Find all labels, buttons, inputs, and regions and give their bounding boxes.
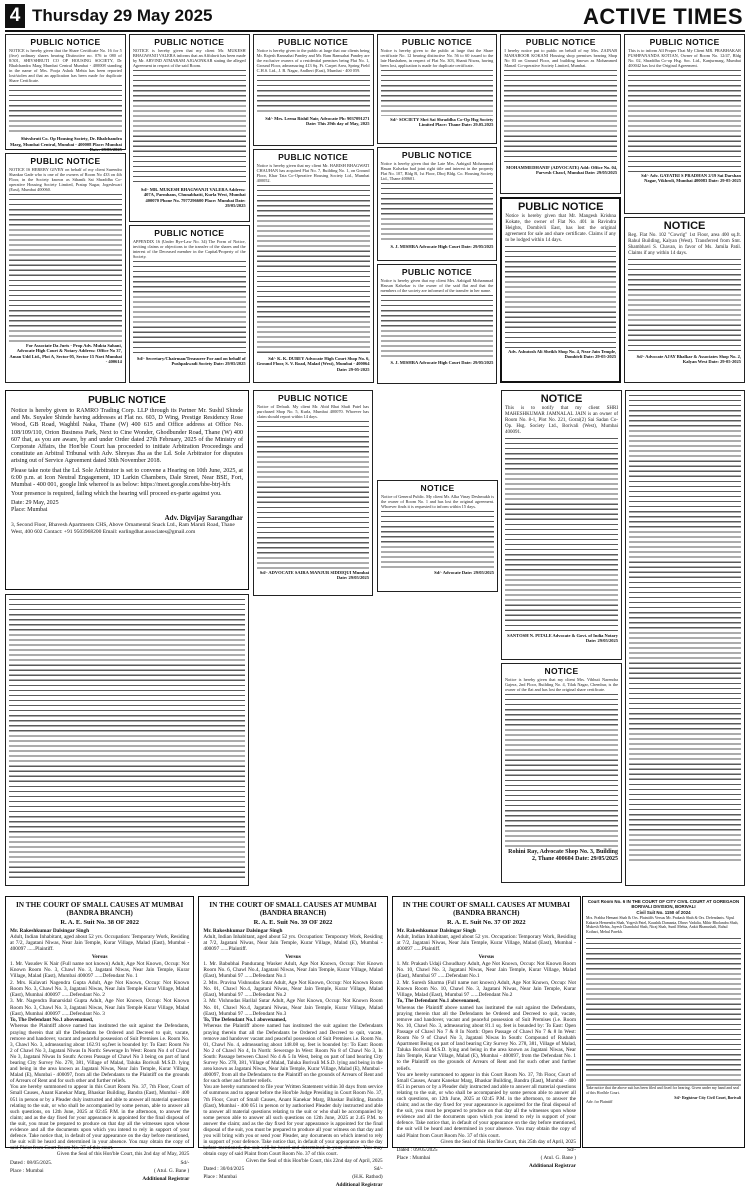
addressee: To, The Defendant No.1 abovenamed,	[10, 1017, 94, 1024]
notice-warning: Your presence is required, failing which the hearing will proceed ex-parte against you.	[11, 491, 222, 498]
notice-text-block	[133, 259, 246, 355]
notice-signature: Sd/- SOCIETY Shri Sai Shraddha Co-Op Hsg Society Limited Place: Thane Date: 29.05.2025	[390, 117, 494, 128]
addressee: To, The Defendant No.1 abovenamed,	[203, 1017, 287, 1024]
notice-body: Notice is hereby given to RAMRO Trading Corp. LLP through its Partner Mr. Sushil Shinde and Ms. Suyalee Shinde having addresses at Flat no. 603, D Wing, Prestige Residency Rose Wood, GB Road, Waghbil Naka, Thane (W) 400 615 and Office address at Office No. 108/109/110, Orion Business Park, Next to Cine Wonder, Ghodbunder Road, Thane (W) 400 607 that, as you are aware, by and under Order dated 27th February, 2025 of the Ministry of Corporate Affairs, the Hon'ble Court has proceeded to initiate Arbitration Proceedings and constitute an Arbitral Tribunal with Adv. Shreyas Jha as the Ld. Sole Arbitrator for disputes arising out of Service Agreement dated 30th November 2018.	[11, 408, 243, 465]
public-notice	[5, 594, 249, 886]
notice-text-block	[9, 192, 122, 342]
public-notice	[129, 225, 250, 383]
notice-signature: Sd/- MR. MUKESH BHAGWANJI VALERA Address: 407A, Parmhans, Chunabhatti, Kurla West, Mumbai 400070 Phone No. 7977296600 Place: Mumbai Date: 29/05/2025	[140, 187, 246, 208]
notice-title: NOTICE	[544, 666, 579, 676]
column-5-lower	[501, 390, 622, 890]
notice-signature: Adv. Ashutosh Ali Sheikh Shop No. 4, Near Jain Temple, Dombivli Date: 29-05-2025	[508, 349, 617, 360]
public-notice	[501, 390, 622, 660]
notice-text-block	[257, 419, 369, 569]
summons-body-2: You are hereby summoned to file your Written Statement within 30 days from service of summons and to appear before the Hon'ble Judge Presiding in Court Room No. 37, 7th Floor, Court of Small Causes, Anant Kanekar Marg, Bhaskar Building, Bandra (East), Mumbai - 400 051 in person or by authorised Pleader duly instructed and able to answer all material questions relating to the suit or who shall be accompanied by some person able to answer all such questions on 12th June, 2025 at 2.45 P.M. to answer the claim; and as the day fixed for your appearance is appointed for the final disposal of the suit, you must be prepared to produce all your witness on that day and you will bring with you or send your Pleader, any documents on which intend to rely in support of your defence. Take notice that, in default of your appearance on the day before mentioned, the suit will be heard and determined in your absence. You may obtain copy of said Plaint from Court Room No. 37 of this court.	[203, 1084, 383, 1158]
arbitration-notice	[5, 390, 249, 590]
plaintiff-name: Mr. Rakeshkumar Dalsingar Singh	[396, 927, 476, 934]
defendant-entry: 3. Mr. Vishnudas Harilal Sutar Adult, Age Not Known, Occup: Not Known Room No. 01, Chawl No.4, Jagatani Niwas, Near Jain Temple, Kurar Village, Malad (East), Mumbai 97 ......Defendant No.3	[203, 998, 383, 1018]
suit-number: R. A. E. Suit No. 39 OF 2022	[253, 918, 333, 926]
notice-title: PUBLIC NOTICE	[401, 37, 472, 47]
notice-text-block	[505, 436, 618, 632]
public-notice	[253, 390, 373, 596]
notice-body: Notice is hereby given that the Late Mrs. Aabigail Mohammad Hasan Kalsekar had joint right title and interest in the property Flat No. 107, Bldg B, 1st Floor, Dhoj Bldg. Co. Housing Society Ltd., Thane 400601.	[380, 161, 494, 182]
court-summons	[198, 896, 387, 1189]
notice-text-block	[381, 68, 494, 116]
notice-title: PUBLIC NOTICE	[649, 37, 720, 47]
signer: Sd/-	[567, 1146, 576, 1153]
notice-body: Notice of General Public. My client Mr. Alka Vinay Deshmukh is the owner of Room No. 1 and has lost the original agreement. Whoever finds it is requested to inform within 15 days.	[381, 494, 494, 510]
notice-text-block	[133, 68, 246, 186]
plaintiff-name: Mr. Rakeshkumar Dalsingar Singh	[10, 927, 90, 934]
notice-text-block	[629, 393, 741, 863]
notice-signature: SANTOSH N. PITALE Advocate & Govt. of India Notary Date: 29/05/2025	[507, 633, 618, 644]
notice-text-block	[9, 83, 122, 135]
dated: Dated : 30/04/2025	[203, 1165, 245, 1172]
defendant-entry: 3. Mr. Nagendra Banarsidal Gupta Adult, Age Not Known, Occup: Not Known Room No. 3, Chawl No. 3, Jagatani Niwas, Near Jain Temple Kurar Village, Malad (East), Mumbai 400097 ......Defendant No. 3	[10, 998, 190, 1018]
court-bench: (BANDRA BRANCH)	[259, 909, 327, 917]
notice-body: I hereby notice put to public on behalf of my Mrs. ZAINAB MAHABOOB KOKANI Housing shop premises bearing Shop No 03 on Ground Floor, and building known as Mohammed Manzil Co-operative Society Limited, Mumbai.	[504, 48, 618, 69]
notice-body: Notice is hereby given to the public at large that our clients being Mr. Rajesh Ramsahai Pandey and Mr. Ram Ramsahai Pandey are the exclusive owners of a residential premises being Flat No. 1, Ground Floor, admeasuring 413 Sq. Ft. Carpet Area, Spring Field C.H.S. Ltd., J. B. Nagar, Andheri (East), Mumbai - 400 059.	[256, 48, 370, 74]
notice-address: 3, Second Floor, Bhavesh Apartments CHS, Above Ornamental Snack Ltd., Ram Maruti Road, Thane West, 400 602 Contact: +91 9503968200 Email: earlingdhat.associates@gmail.com	[11, 522, 235, 535]
notice-signature: Sd/- Secretary/Chairman/Treasurer For and on behalf of Pushpakwadi Society Date: 29/05/2025	[136, 356, 246, 367]
issue-date: Thursday 29 May 2025	[32, 6, 213, 25]
signer: Sd/-	[180, 1159, 190, 1166]
page-number: 4	[5, 4, 25, 28]
signer: Sd/-	[373, 1165, 383, 1172]
public-notice	[5, 34, 126, 150]
seal-given: Given the Seal of this Hon'ble Court, this 2nd day of May, 2025	[56, 1151, 190, 1158]
registrar-role: Additional Registrar	[335, 1182, 383, 1189]
notice-title: PUBLIC NOTICE	[154, 37, 225, 47]
court-notices-row	[5, 896, 581, 1189]
public-notice	[500, 197, 621, 383]
suit-number: R. A. E. Suit No. 37 OF 2022	[446, 918, 526, 926]
seal-given: Given the Seal of this Hon'ble Court, this 22nd day of April, 2025	[245, 1157, 383, 1164]
notice-text-block	[257, 183, 370, 355]
court-name: IN THE COURT OF SMALL CAUSES AT MUMBAI	[15, 900, 184, 909]
notice-title: NOTICE	[540, 393, 583, 405]
notice-title: PUBLIC NOTICE	[154, 228, 225, 238]
notice-title: PUBLIC NOTICE	[401, 267, 472, 277]
ad-footer: Take notice that the above suit has been filed and fixed for hearing. Given under my hand and seal of this Hon'ble Court.	[586, 1086, 740, 1095]
column-4-lower	[377, 480, 498, 892]
notice-signature: Rohini Ray, Advocate Shop No. 3, Building 2, Thane 400604 Date: 29/05/2025	[508, 849, 618, 863]
notice-signature: Sd/- Adv. GAYATRI S PRADHAN 2/19 Sai Darshan Nagar, Vikhroli, Mumbai 400083 Date: 29-05-2025	[641, 173, 741, 184]
plaintiff-detail: Adult, Indian Inhabitant, aged about 52 yrs. Occupation: Temporary Work, Residing at 7/2, Jagatani Niwas, Near Jain Temple, Kurar Village, Malad (E), Mumbai - 400097 ......Plaintiff.	[203, 933, 383, 953]
summons-body: Whereas the Plaintiff above named has instituted the suit against the Defendants, praying therein that all the Defendants be Ordered and Decreed to quit, vacate, remove and handover, vacant and peaceful possession of Suit Premises i.e. Room No. 3, Chawl No. 3, admeasuring about 162.91 sq.feet is bounded by: To East: Room No 2 of Chawl No 3, Jagatani Niwas In North: Sewerage In West: Room No 4 of Chawl No 3, Jagatani Niwas In South: Access Passage of Chawl No 3 being on part of land bearing City Survey No. 278, 381, Village of Malad, Taluka Borivali M.S.D. lying and being in the area known as Jagatani Niwas, Near Jain Temple, Kurar Village, Malad (E), Mumbai - 400097, from all the Defendants to the Plaintiff on the grounds of Arrears of Rent and for such other and further reliefs.	[10, 1023, 190, 1085]
court-name: IN THE COURT OF SMALL CAUSES AT MUMBAI	[209, 900, 377, 909]
public-notice	[624, 217, 745, 383]
notice-title: PUBLIC NOTICE	[401, 150, 472, 160]
public-notice	[253, 149, 374, 383]
notice-title: PUBLIC NOTICE	[30, 156, 101, 166]
court-name: IN THE COURT OF SMALL CAUSES AT MUMBAI	[402, 900, 571, 909]
public-notice	[253, 34, 374, 146]
notice-title: NOTICE	[420, 483, 455, 493]
public-notice	[377, 264, 498, 384]
public-notice	[500, 34, 621, 194]
notice-title: PUBLIC NOTICE	[517, 201, 604, 213]
defendant-entry: 2. Mrs. Pravina Vishnudas Sutar Adult, Age Not Known, Occup: Not Known Room No. 01, Chawl No.4, Jagatani Niwas, Near Jain Temple, Kurar Village, Malad (East), Mumbai 97 ......Defendant No.2	[203, 979, 383, 999]
notice-title: PUBLIC NOTICE	[88, 395, 166, 406]
column-3-lower	[253, 390, 373, 890]
ad-signature: Sd/- Registrar City Civil Court, Borivali	[674, 1095, 741, 1100]
dated: Dated : 09/05/2025	[396, 1146, 438, 1153]
court-bench: (BANDRA BRANCH)	[453, 909, 520, 917]
public-notice	[5, 153, 126, 383]
summons-body: Whereas the Plaintiff above named has instituted the suit against the Defendants praying therein that all the Defendants be Ordered and Decreed to quit, vacate, remove and handover vacant and peaceful possession of Suit Premises i.e. Room No. 01, Chawl No. 4, admeasuring about 148.08 sq. feet is bounded by: To East: Room No 2 of Chawl No 4, In North: Sewerage In West: Room No 8 of Chawl No 3, In South: Passage between Chawl No 4 & 5 In West, being on part of land bearing City Survey No. 278, 381, Village of Malad, Taluka Borivali M.S.D. lying and being in the area known as Jagatani Niwas, Near Jain Temple, Kurar Village, Malad (E), Mumbai - 400097, from all the Defendants to the Plaintiff on the grounds of Arrears of Rent and for such other and further reliefs.	[203, 1023, 383, 1085]
registrar-role: Additional Registrar	[529, 1163, 576, 1170]
place: Place : Mumbai	[203, 1173, 237, 1180]
notice-text-block	[257, 73, 370, 115]
notice-text-block	[381, 509, 494, 569]
notice-signature: Sd/- Advocate Date: 29/05/2025	[434, 570, 494, 576]
public-notice	[377, 147, 498, 261]
notice-signature: Shivshruti Co. Op Housing Society, Dr. Bhalchandra Marg, Mumbai Central, Mumbai - 400008 Place: Mumbai Date: 29/05/2025	[9, 136, 122, 152]
court-bench: (BANDRA BRANCH)	[66, 909, 133, 917]
registrar-name: (H.K. Rathod)	[352, 1173, 383, 1180]
notice-signature: S. J. MISHRA Advocate High Court Date: 29/05/2025	[390, 244, 494, 250]
place: Place : Mumbai	[396, 1155, 431, 1162]
notice-text-block	[628, 257, 741, 353]
notice-body: Notice is hereby given to the public at large that the Share certificate No. 12 bearing distinctive No. 56 to 60 issued to the late Harshaben, in respect of Flat No. 303, Shanti Niwas, having been lost, application is made for duplicate certificate.	[380, 48, 494, 69]
notice-signature: For Associate Da Juris - Prop Adv. Mukta Sahani, Advocate High Court & Notary Address: Office No 37, Aman Udd Ltd., Plot A, Sector 05, Sector 15 Navi Mumbai - 400614	[9, 343, 122, 364]
plaintiff-name: Mr. Rakeshkumar Dalsingar Singh	[203, 927, 283, 934]
notice-signature: S. J. MISHRA Advocate High Court Date: 29/05/2025	[390, 360, 494, 366]
notice-signature: Adv. Digvijay Sarangdhar	[164, 514, 243, 523]
notice-text-block	[504, 68, 617, 164]
notice-text-block	[628, 68, 741, 172]
addressee: To, The Defendant No.1 abovenamed,	[396, 998, 480, 1005]
court-summons	[392, 896, 581, 1170]
notice-text-block	[381, 293, 494, 359]
defendant-entry: 2. Mrs. Kalavati Nagendra Gupta Adult, Age Not Known, Occup: Not Known Room No. 3, Chawl No. 3, Jagatani Niwas, Near Jain Temple Kurar Village, Malad (East), Mumbai 400097 ......Defendant No. 2	[10, 979, 190, 999]
notice-title: PUBLIC NOTICE	[278, 37, 349, 47]
registrar-name: ( Atul. G. Bane )	[540, 1155, 576, 1162]
plaintiff-detail: Adult, Indian Inhabitant, aged about 52 yrs. Occupation: Temporary Work, Residing at 7/2, Jagatani Niwas, Near Jain Temple, Kurar Village, Malad (East), Mumbai - 400097 ......Plaintiff.	[396, 933, 576, 953]
place: Place : Mumbai	[10, 1167, 44, 1174]
notice-title: PUBLIC NOTICE	[278, 152, 349, 162]
page-header	[5, 4, 745, 32]
ad-suit-number: Civil Suit No. 1150 of 2024	[636, 910, 691, 915]
column-6-lower	[625, 390, 745, 890]
notice-date: Date: 29 May, 2025	[11, 500, 59, 507]
ad-heading: Court Room No. 6 IN THE COURT OF CITY CIVIL COURT AT GOREGAON BORIVALI DIVISION, BORIVALI	[587, 899, 740, 909]
summons-body-2: You are hereby summoned to appear in this Court Room No. 37, 7th Floor, Court of Small Causes, Anant Kanekar Marg, Bhaskar Building, Bandra (East), Mumbai - 400 051 in person or by a Pleader duly instructed and able to answer all material questions relating to the suit, or who shall be accompanied by some person able to answer all such questions, on 12th June, 2025 at 02:45 P.M. in the afternoon, to answer the claim; and as the day fixed for your appearance is appointed for the final disposal of the suit, you must be prepared to produce on that day all the witnesses upon whose evidence and all the documents upon which you intend to rely in support of your defence. Take notice that, in default of your appearance on the day before mentioned, the suit will be heard and determined in your absence. You may obtain the copy of said Plaint from Court Room No. 37 of this court.	[396, 1071, 576, 1139]
defendant-entry: 1. Mr. Babubhai Pandurang Wasker Adult, Age Not Known, Occup: Not Known Room No. 6, Chawl No.4, Jagatani Niwas, Near Jain Temple, Kurar Village, Malad (East), Mumbai 97 ......Defendant No.1	[203, 960, 383, 980]
notice-body: NOTICE is hereby given that my client Mr. MUKESH BHAGWANJI VALERA informs that an Affidavit has been made by Mr. ARVIND ATMARAM AJGAONKAR stating the alleged Agreement in respect of the said Room.	[132, 48, 246, 69]
notice-body: Notice is hereby given that my client Mrs. Aabigail Mohammad Hassan Kalsekar is the owner of the said flat and that the members of the society are informed of the transfer in her name.	[380, 278, 494, 294]
notice-signature: Sd/- Advocate AJAY Bhalkar & Associates Shop No. 2, Kalyan West Date: 29-05-2025	[636, 354, 741, 365]
defendant-entry: 2. Mr. Suresh Sharma (Full name not known) Adult, Age Not Known, Occup: Not Known Room No. 10, Chawl No. 3, Jagatani Niwas, Near Jain Temple, Kurar Village, Malad (East), Mumbai 97 ......Defendant No.2	[396, 979, 576, 999]
notice-body: Notice is hereby given that my client Mrs. Vibhuti Narendra Gajera, 2nd Floor, Building No. 4, Tilak Nagar, Chembur, is the owner of the flat and has lost the original share certificate.	[505, 677, 618, 693]
defendant-entry: 1. Mr. Vasudev K Nair (Full name not known) Adult, Age Not Known, Occup: Not Known Room No. 3, Chawl No. 3, Jagatani Niwas, Near Jain Temple, Kurar Village, Malad (East), Mumbai 400097 ......Defendant No. 1	[10, 960, 190, 980]
notice-body: Notice of Default. My client Mr. Abid Bhai Shafi Patel has purchased Shop No. 5, Kurla, Mumbai 400070. Whoever has claim should report within 14 days.	[257, 404, 369, 420]
notice-body: Notice is hereby given that Mr. Mangesh Krishna Kokate, the owner of Flat No. 401 in Ravindra Heights, Dombivli East, has lost the original agreement for sale and share certificate. Claims if any to be lodged within 14 days.	[505, 214, 617, 243]
court-advertisement	[582, 896, 745, 1148]
notice-text-block	[9, 597, 245, 881]
versus-label: Versus	[285, 953, 301, 960]
plaintiff-detail: Adult, Indian Inhabitant, aged about 52 yrs. Occupation: Temporary Work, Residing at 7/2, Jagatani Niwas, Near Jain Temple, Kurar Village, Malad (East), Mumbai - 400097 ......Plaintiff.	[10, 933, 190, 953]
notice-text-block	[381, 181, 494, 243]
seal-given: Given the Seal of this Hon'ble Court, this 25th day of April, 2025	[440, 1138, 576, 1145]
dated: Dated : 08/05/2025.	[10, 1159, 53, 1166]
notice-place: Place: Mumbai	[11, 507, 48, 514]
notice-signature: Sd/- ADVOCATE SAIRA MANJUR SIDDIQUI Mumbai Date: 29/05/2025	[259, 570, 369, 581]
public-notice	[625, 390, 745, 886]
notice-signature: Sd/- Mrs. Leena Rishil Nair, Advocate Ph: 9037091271 Date: This 29th day of May, 2025	[265, 116, 370, 127]
public-notice	[377, 480, 498, 592]
registrar-name: ( Atul. G. Bane )	[154, 1167, 190, 1174]
suit-number: R. A. E. Suit No. 38 OF 2022	[60, 918, 139, 926]
notice-title: PUBLIC NOTICE	[30, 37, 101, 47]
court-summons	[5, 896, 194, 1183]
newspaper-name: ACTIVE TIMES	[582, 4, 743, 29]
notice-title: NOTICE	[663, 220, 706, 232]
ad-advocate: Adv. for Plaintiff	[586, 1100, 613, 1105]
registrar-role: Additional Registrar	[142, 1176, 190, 1183]
defendant-entry: 1. Mr. Prakash Udaji Choudhary Adult, Age Not Known, Occup: Not Known Room No. 10, Chawl No. 3, Jagatani Niwas, Near Jain Temple, Kurar Village, Malad (East), Mumbai 97 ......Defendant No.1	[396, 960, 576, 980]
public-notice	[377, 34, 498, 144]
notice-body: This is to inform All Proper That My Client MR. PRABHAKAR PUSHPANANDA KOTIAN, Owner of Room No. 12/47, Bldg No. 02, Shraddha Co-op Hsg. Soc. Ltd., Kanjurmarg, Mumbai 400042 has lost the Original Agreement.	[628, 48, 741, 69]
public-notice	[501, 663, 622, 883]
versus-label: Versus	[478, 953, 495, 960]
notice-body: APPENDIX 16 (Under Bye-Law No. 34) The Form of Notice, inviting claims or objections to the transfer of the shares and the interest of the Deceased member in the Capital/Property of the Society.	[132, 239, 246, 260]
notice-hearing: Please take note that the Ld. Sole Arbitrator is set to convene a Hearing on 10th June, 2025, at 6:00 p.m. at Icon Neutral Engagement, 1D Larkin Chambers, Dale Street, Near BSE, Fort, Mumbai - 400 001, google link whereof is as below: https://meet.google.com/hbe-btrj-hfx	[11, 467, 243, 489]
notice-body: Reg. Flat No. 102 "Cowrig" 1st Floor, area 400 sq.ft. Rahul Building, Kalyan (West). Transferred from Smt. Shambhavi S. Chavan, in favor of Ms. Jamila Patil. Claims if any within 14 days.	[628, 233, 741, 256]
summons-body: Whereas the Plaintiff above named has instituted the suit against the Defendants, praying therein that all the Defendants be Ordered and Decreed to quit, vacate, remove and handover, vacant and peaceful possession of Suit Premises (i.e. Room No. 10, Chawl No. 3, admeasuring about 81.1 sq. feet is bounded by: To East: Open Passage of Chawl No 7 & 8 In North: Open Passage of Chawl No 7 & 8 In West: Room No 9 of Chawl No 3, Jagatani Niwas In South: Compound of Rushabh Apartment Being on part of land bearing City Survey No. 278, 381, Village of Malad, Taluka Borivali M.S.D. lying and being in the area known as Jagatani Niwas, Near Jain Temple, Kurar Village, Malad (E), Mumbai - 400097, from the Defendant No. 1 to the Plaintiff on the grounds of Arrears of Rent and for such other and further reliefs.	[396, 1004, 576, 1072]
summons-body-2: You are hereby summoned to appear in this Court Room No. 37, 7th Floor, Court of Small Causes, Anant Kanekar Marg, Bhaskar Building, Bandra (East), Mumbai - 400 051 in person or by a Pleader duly instructed and able to answer all material questions relating to the suit, or who shall be accompanied by some person, able to answer all such questions, on 12th June, 2025 at 02:45 P.M. in the afternoon, to answer the claim; and as the day fixed for your appearance is appointed for the final disposal of the suit, you must be prepared to produce on that day all the witnesses upon whose evidence and all the documents upon which you intend to rely in support of your defence. Take notice that, in default of your appearance on the day before mentioned, the suit will be heard and determined in your absence. You may obtain the copy of said Plaint from Court Room No. 37 of this court.	[10, 1084, 190, 1152]
notice-signature: MOHAMMEDHANIF (ADVOCATE) Add: Office No. 04, Parvesh Chawl, Mumbai Date: 29/05/2025	[506, 165, 618, 176]
newspaper-page	[0, 4, 750, 1189]
versus-label: Versus	[91, 953, 108, 960]
notice-body: NOTICE IS HEREBY GIVEN on behalf of my client Surendra Shankar Gade who is one of the owners of Room No 433 on 4th Floor, in the Society known as Sthanik Sai Shraddha Co-operative Housing Society Limited, Pratap Nagar, Jogeshwari (East), Mumbai 400060.	[9, 167, 122, 193]
notice-title: PUBLIC NOTICE	[525, 37, 596, 47]
notice-text-block	[505, 692, 618, 848]
public-notice	[624, 34, 745, 214]
notice-body: NOTICE is hereby given that the Share Certificate No. 16 for 5 (five) ordinary shares bearing Distinctive no. 076 to 080 of 8/301, SHIVSHRUTI CO OP HOUSING SOCIETY, Dr Bhalchandra Marg Mumbai Central Mumbai - 400008 standing in the name of Mrs. Pooja Ashok Mehta has been reported lost/stolen and that an application has been made for duplicate Share Certificate.	[9, 48, 122, 84]
notice-title: PUBLIC NOTICE	[277, 393, 348, 403]
public-notice	[129, 34, 250, 222]
notice-signature: Sd/- K. K. DUBEY Advocate High Court Shop No. 6, Ground Floor, S. V. Road, Malad (West), Mumbai - 400064 Date: 29-05-2025	[256, 356, 370, 372]
ad-text-block	[586, 936, 741, 1086]
notice-body: This is to notify that my client SHRI MAHESHKUMAR JAMNALAL JAIN is an owner of Room No. 8-1, Plot No. 221, Gorai(2) Sai Sadan Co-Op. Hsg. Society Ltd., Borivali (West), Mumbai 400091.	[505, 406, 618, 435]
column-1-2-lower	[5, 594, 249, 890]
notice-text-block	[505, 244, 616, 348]
ad-body: Mrs. Prabha Hemant Shah & Ors. Plaintiffs Versus Mr. Prakash Shah & Ors. Defendants. Vipul Kakaria Hemendra Shah, Yogesh Patel, Kaushik Damania, Dhruv Vadalia, Mihir Bholandra Shah, Mukesh Mehta, Jayesh Chandulal Shah, Niraj Shah, Sunil Mehta, Ankit Bhanushali, Rahul Kothari, Mehul Parekh.	[586, 916, 739, 934]
notice-body: Notice is hereby given that my client Mr. HARISH BHAGWATI CHAUHAN has acquired Flat No. 7, Building No. 1, on Ground Floor, Khar Tata Co-Operative Housing Society Ltd., Mumbai 400052.	[256, 163, 370, 184]
